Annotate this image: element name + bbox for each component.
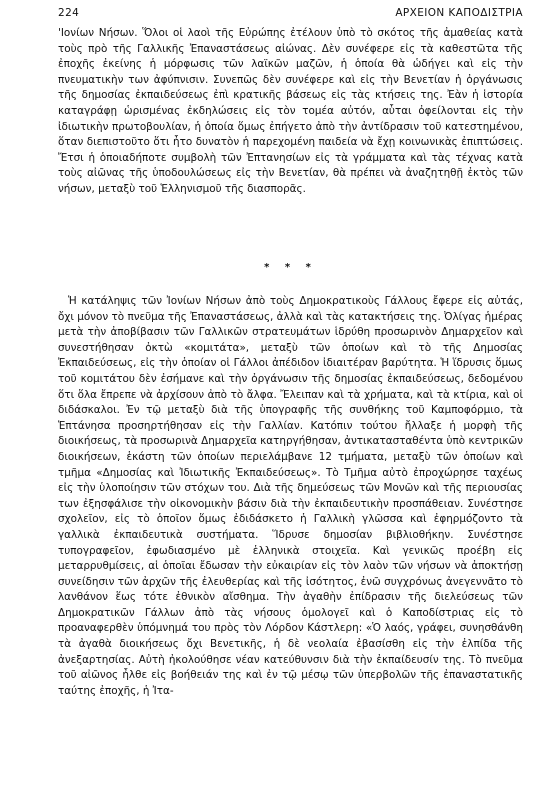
paragraph-1: 'Ιονίων Νήσων. Ὅλοι οἱ λαοὶ τῆς Εὐρώπης ἐτέλουν ὑπὸ τὸ σκότος τῆς ἀμαθείας κατὰ τοὺς πρὸ τῆς Γαλλικῆς Ἐπαναστάσεως αἰώνας. Δὲν συνέφερε εἰς τὰ καθεστῶτα τῆς ἐποχῆς ἐκείνης ἡ μόρφωσις τῶν λαϊκῶν μαζῶν, ἡ ὁποία θὰ ὡδήγει καὶ εἰς τὴν πνευματικὴν των ἀφύπνισιν. Συνεπῶς δὲν συνέφερε καὶ εἰς τὴν Βενετίαν ἡ ὀργάνωσις τῆς δημοσίας ἐκπαιδεύσεως ἐπὶ κρατικῆς βάσεως εἰς τὰς κτήσεις της. Ἐὰν ἡ ἱστορία καταγράφῃ ὡρισμένας ἐκδηλώσεις εἰς τὸν τομέα αὐτόν, αὗται ὀφείλονται εἰς τὴν ἰδιωτικὴν πρωτοβουλίαν, ἡ ὁποία ὅμως ἐπήγετο ἀπὸ τὴν ἀντίδρασιν τοῦ κατεστημένου, ὅταν διεπιστοῦτο ὅτι ἦτο δυνατὸν ἡ παρεχομένη παιδεία νὰ ἔχῃ κοινωνικὰς ἐπιπτώσεις. Ἔτσι ἡ ὁποιαδήποτε συμβολὴ τῶν Ἐπτανησίων εἰς τὰ γράμματα καὶ τὰς τέχνας κατὰ τοὺς αἰῶνας τῆς ὑποδουλώσεως εἰς τὴν Βενετίαν, θὰ πρέπει νὰ ἀναζητηθῇ ἐκτὸς τῶν νήσων, μεταξὺ τοῦ Ἑλληνισμοῦ τῆς διασπορᾶς.	[58, 27, 523, 195]
page-header	[58, 7, 523, 23]
running-title: ΑΡΧΕΙΟΝ ΚΑΠΟΔΙΣΤΡΙΑ	[395, 7, 523, 19]
section-separator: * * *	[264, 262, 317, 273]
document-page	[58, 0, 523, 800]
paragraph-2: Ἡ κατάληψις τῶν Ἰονίων Νήσων ἀπὸ τοὺς Δημοκρατικοὺς Γάλλους ἔφερε εἰς αὐτάς, ὄχι μόνον τὸ πνεῦμα τῆς Ἐπαναστάσεως, ἀλλὰ καὶ τὰς κατακτήσεις της. Ὀλίγας ἡμέρας μετὰ τὴν ἀποβίβασιν τῶν Γαλλικῶν στρατευμάτων ἱδρύθη προσωρινὸν Δημαρχεῖον καὶ συνεστήθησαν ὀκτὼ «κομιτάτα», μεταξὺ τῶν ὁποίων καὶ τὸ τῆς Δημοσίας Ἐκπαιδεύσεως, εἰς τὴν ὁποίαν οἱ Γάλλοι ἀπέδιδον ἰδιαιτέραν βαρύτητα. Ἡ ἵδρυσις ὅμως τοῦ κομιτάτου δὲν ἐσήμανε καὶ τὴν ὀργάνωσιν τῆς δημοσίας ἐκπαιδεύσεως, δεδομένου ὅτι ὅλα ἔπρεπε νὰ ἀρχίσουν ἀπὸ τὸ ἄλφα. Ἔλειπαν καὶ τὰ χρήματα, καὶ τὰ κτίρια, καὶ οἱ διδάσκαλοι. Ἐν τῷ μεταξὺ διὰ τῆς ὑπογραφῆς τῆς συνθήκης τοῦ Καμποφόρμιο, τὰ Ἑπτάνησα προσηρτήθησαν εἰς τὴν Γαλλίαν. Κατόπιν τούτου ἤλλαξε ἡ μορφὴ τῆς διοικήσεως, τὰ προσωρινὰ Δημαρχεῖα κατηργήθησαν, ἀντικατασταθέντα ὑπὸ κεντρικῶν διοικήσεων, ἑκάστη τῶν ὁποίων περιελάμβανε 12 τμήματα, μεταξὺ τῶν ὁποίων καὶ τμῆμα «Δημοσίας καὶ Ἰδιωτικῆς Ἐκπαιδεύσεως». Τὸ Τμῆμα αὐτὸ ἐπροχώρησε ταχέως εἰς τὴν ὑλοποίησιν τῶν στόχων του. Διὰ τῆς δημεύσεως τῶν Μονῶν καὶ τῆς περιουσίας των ἐξησφάλισε τὴν οἰκονομικὴν βάσιν διὰ τὴν ἐκπαιδευτικὴν προσπάθειαν. Συνέστησε σχολεῖον, εἰς τὸ ὁποῖον ὅμως ἐδιδάσκετο ἡ Γαλλικὴ γλῶσσα καὶ ἐφηρμόζοντο τὰ γαλλικὰ ἐκπαιδευτικὰ συστήματα. Ἵδρυσε δημοσίαν βιβλιοθήκην. Συνέστησε τυπογραφεῖον, ἐφωδιασμένο μὲ ἑλληνικὰ στοιχεῖα. Καὶ γενικῶς προέβη εἰς μεταρρυθμίσεις, αἱ ὁποῖαι ἔδωσαν τὴν εὐκαιρίαν εἰς τὸν λαὸν τῶν νήσων νὰ ἀποκτήσῃ συνείδησιν τῶν ἀρχῶν τῆς ἐλευθερίας καὶ τῆς ἰσότητος, ἐνῶ συγχρόνως ἀνεγεννᾶτο τὸ λανθάνον ἕως τότε ἐθνικὸν αἴσθημα. Τὴν ἀγαθὴν ἐπίδρασιν τῆς διελεύσεως τῶν Δημοκρατικῶν Γάλλων ἀπὸ τὰς νήσους ὁμολογεῖ καὶ ὁ Καποδίστριας εἰς τὸ προαναφερθὲν ὑπόμνημά του πρὸς τὸν Λόρδον Κάστλερη: «Ὁ λαός, γράφει, συνησθάνθη τὰ ἀγαθὰ διοικήσεως ὄχι Βενετικῆς, ἡ δὲ νεολαία ἐβασίσθη εἰς τὴν ἐλπίδα τῆς ἀνεξαρτησίας. Αὐτὴ ἠκολούθησε νέαν κατεύθυνσιν διὰ τὴν ἐκπαίδευσίν της. Τὸ πνεῦμα τοῦ αἰῶνος ἦλθε εἰς βοήθειάν της καὶ ἐν τῷ μέσῳ τῶν ὑπερβολῶν τῆς ἐπαναστατικῆς ταύτης ἐποχῆς, ἡ Ἰτα-	[58, 295, 523, 697]
page-number: 224	[58, 7, 80, 19]
